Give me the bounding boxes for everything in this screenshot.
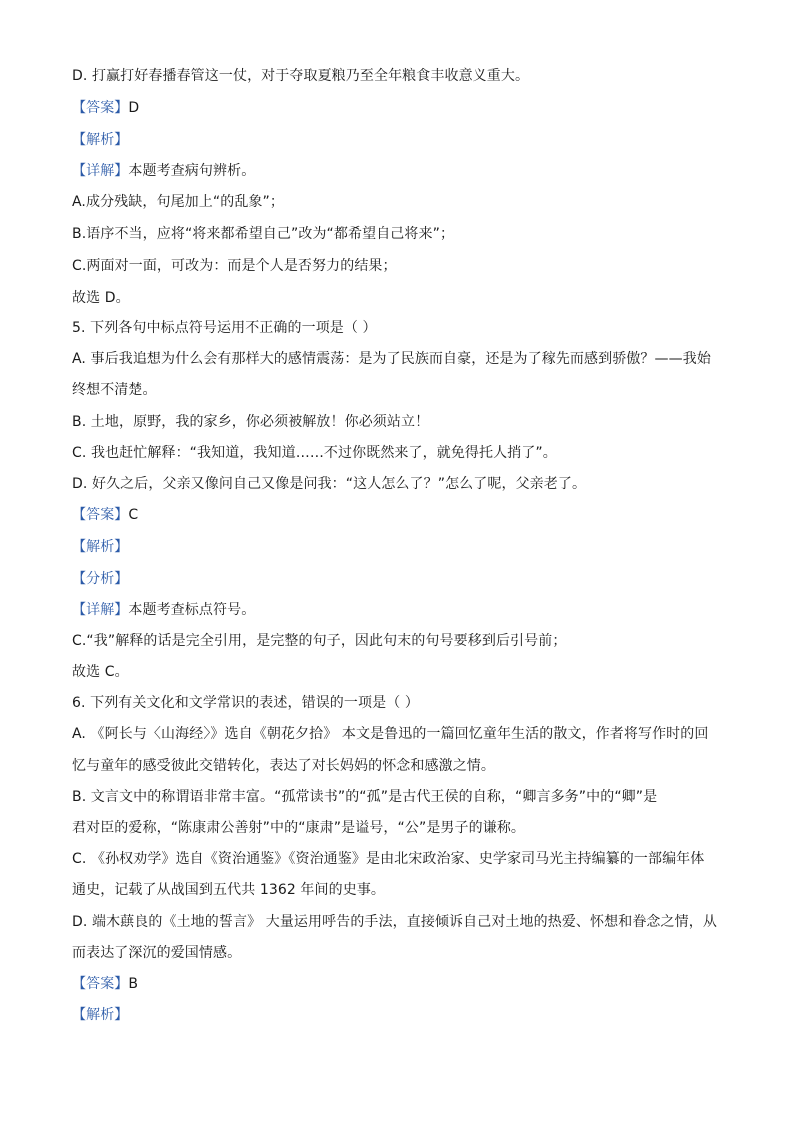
detail-tag: 【详解】 <box>72 163 129 179</box>
answer-tag: 【答案】 <box>72 100 129 116</box>
breakdown-line <box>72 569 722 589</box>
explanation-a: A.成分残缺，句尾加上“的乱象”； <box>72 194 284 210</box>
question-6-option-b: B. 文言文中的称谓语非常丰富。“孤常读书”的“孤”是古代王侯的自称，“卿言多务”中的“卿”是 <box>72 789 658 805</box>
analysis-tag: 【解析】 <box>72 132 129 148</box>
detail-line: 【详解】本题考查病句辨析。 <box>72 163 256 179</box>
analysis-line <box>72 537 722 557</box>
question-6-option-c: C. 《孙权劝学》选自《资治通鉴》《资治通鉴》是由北宋政治家、史学家司马光主持编纂的一部编年体 <box>72 851 705 867</box>
analysis-tag: 【解析】 <box>72 1007 129 1023</box>
answer-tag: 【答案】 <box>72 507 129 523</box>
question-5-option-b: B. 土地，原野，我的家乡，你必须被解放！你必须站立！ <box>72 414 430 430</box>
question-6-stem: 6. 下列有关文化和文学常识的表述，错误的一项是（ ） <box>72 695 419 711</box>
question-5-option-a: A. 事后我追想为什么会有那样大的感情震荡：是为了民族而自豪，还是为了稼先而感到骄傲？——我始 <box>72 351 711 367</box>
choice-line: 故选 C。 <box>72 664 129 680</box>
explanation-c: C.“我”解释的话是完全引用，是完整的句子，因此句末的句号要移到后引号前； <box>72 633 567 649</box>
explanation-b: B.语序不当，应将“将来都希望自己”改为“都希望自己将来”； <box>72 226 455 242</box>
question-5-stem: 5. 下列各句中标点符号运用不正确的一项是（ ） <box>72 320 377 336</box>
question-6-option-a-cont: 忆与童年的感受彼此交错转化，表达了对长妈妈的怀念和感激之情。 <box>72 758 495 774</box>
analysis-tag: 【解析】 <box>72 539 129 555</box>
question-4-option-d: D. 打赢打好春播春管这一仗，对于夺取夏粮乃至全年粮食丰收意义重大。 <box>72 68 530 84</box>
breakdown-tag: 【分析】 <box>72 571 129 587</box>
explanation-c: C.两面对一面，可改为：而是个人是否努力的结果； <box>72 258 397 274</box>
question-6-option-d-cont: 而表达了深沉的爱国情感。 <box>72 945 242 961</box>
answer-line: 【答案】D <box>72 100 140 116</box>
answer-line: 【答案】C <box>72 507 139 523</box>
answer-tag: 【答案】 <box>72 976 129 992</box>
answer-line: 【答案】B <box>72 976 139 992</box>
question-5-option-c: C. 我也赶忙解释：“我知道，我知道……不过你既然来了，就免得托人捎了”。 <box>72 445 557 461</box>
detail-tag: 【详解】 <box>72 602 129 618</box>
question-6-option-b-cont: 君对臣的爱称，“陈康肃公善射”中的“康肃”是谥号，“公”是男子的谦称。 <box>72 820 526 836</box>
analysis-line <box>72 1005 722 1025</box>
question-6-option-d: D. 端木蕻良的《土地的誓言》 大量运用呼告的手法，直接倾诉自己对土地的热爱、怀想和眷念之情，从 <box>72 914 717 930</box>
detail-line: 【详解】本题考查标点符号。 <box>72 602 256 618</box>
question-6-option-c-cont: 通史，记载了从战国到五代共 1362 年间的史事。 <box>72 882 386 898</box>
analysis-line <box>72 130 722 150</box>
question-5-option-d: D. 好久之后，父亲又像问自己又像是问我：“这人怎么了？”怎么了呢，父亲老了。 <box>72 476 587 492</box>
question-5-option-a-cont: 终想不清楚。 <box>72 382 157 398</box>
question-6-option-a: A. 《阿长与〈山海经〉》选自《朝花夕拾》 本文是鲁迅的一篇回忆童年生活的散文，作者将写作时的回 <box>72 726 709 742</box>
choice-line: 故选 D。 <box>72 290 130 306</box>
